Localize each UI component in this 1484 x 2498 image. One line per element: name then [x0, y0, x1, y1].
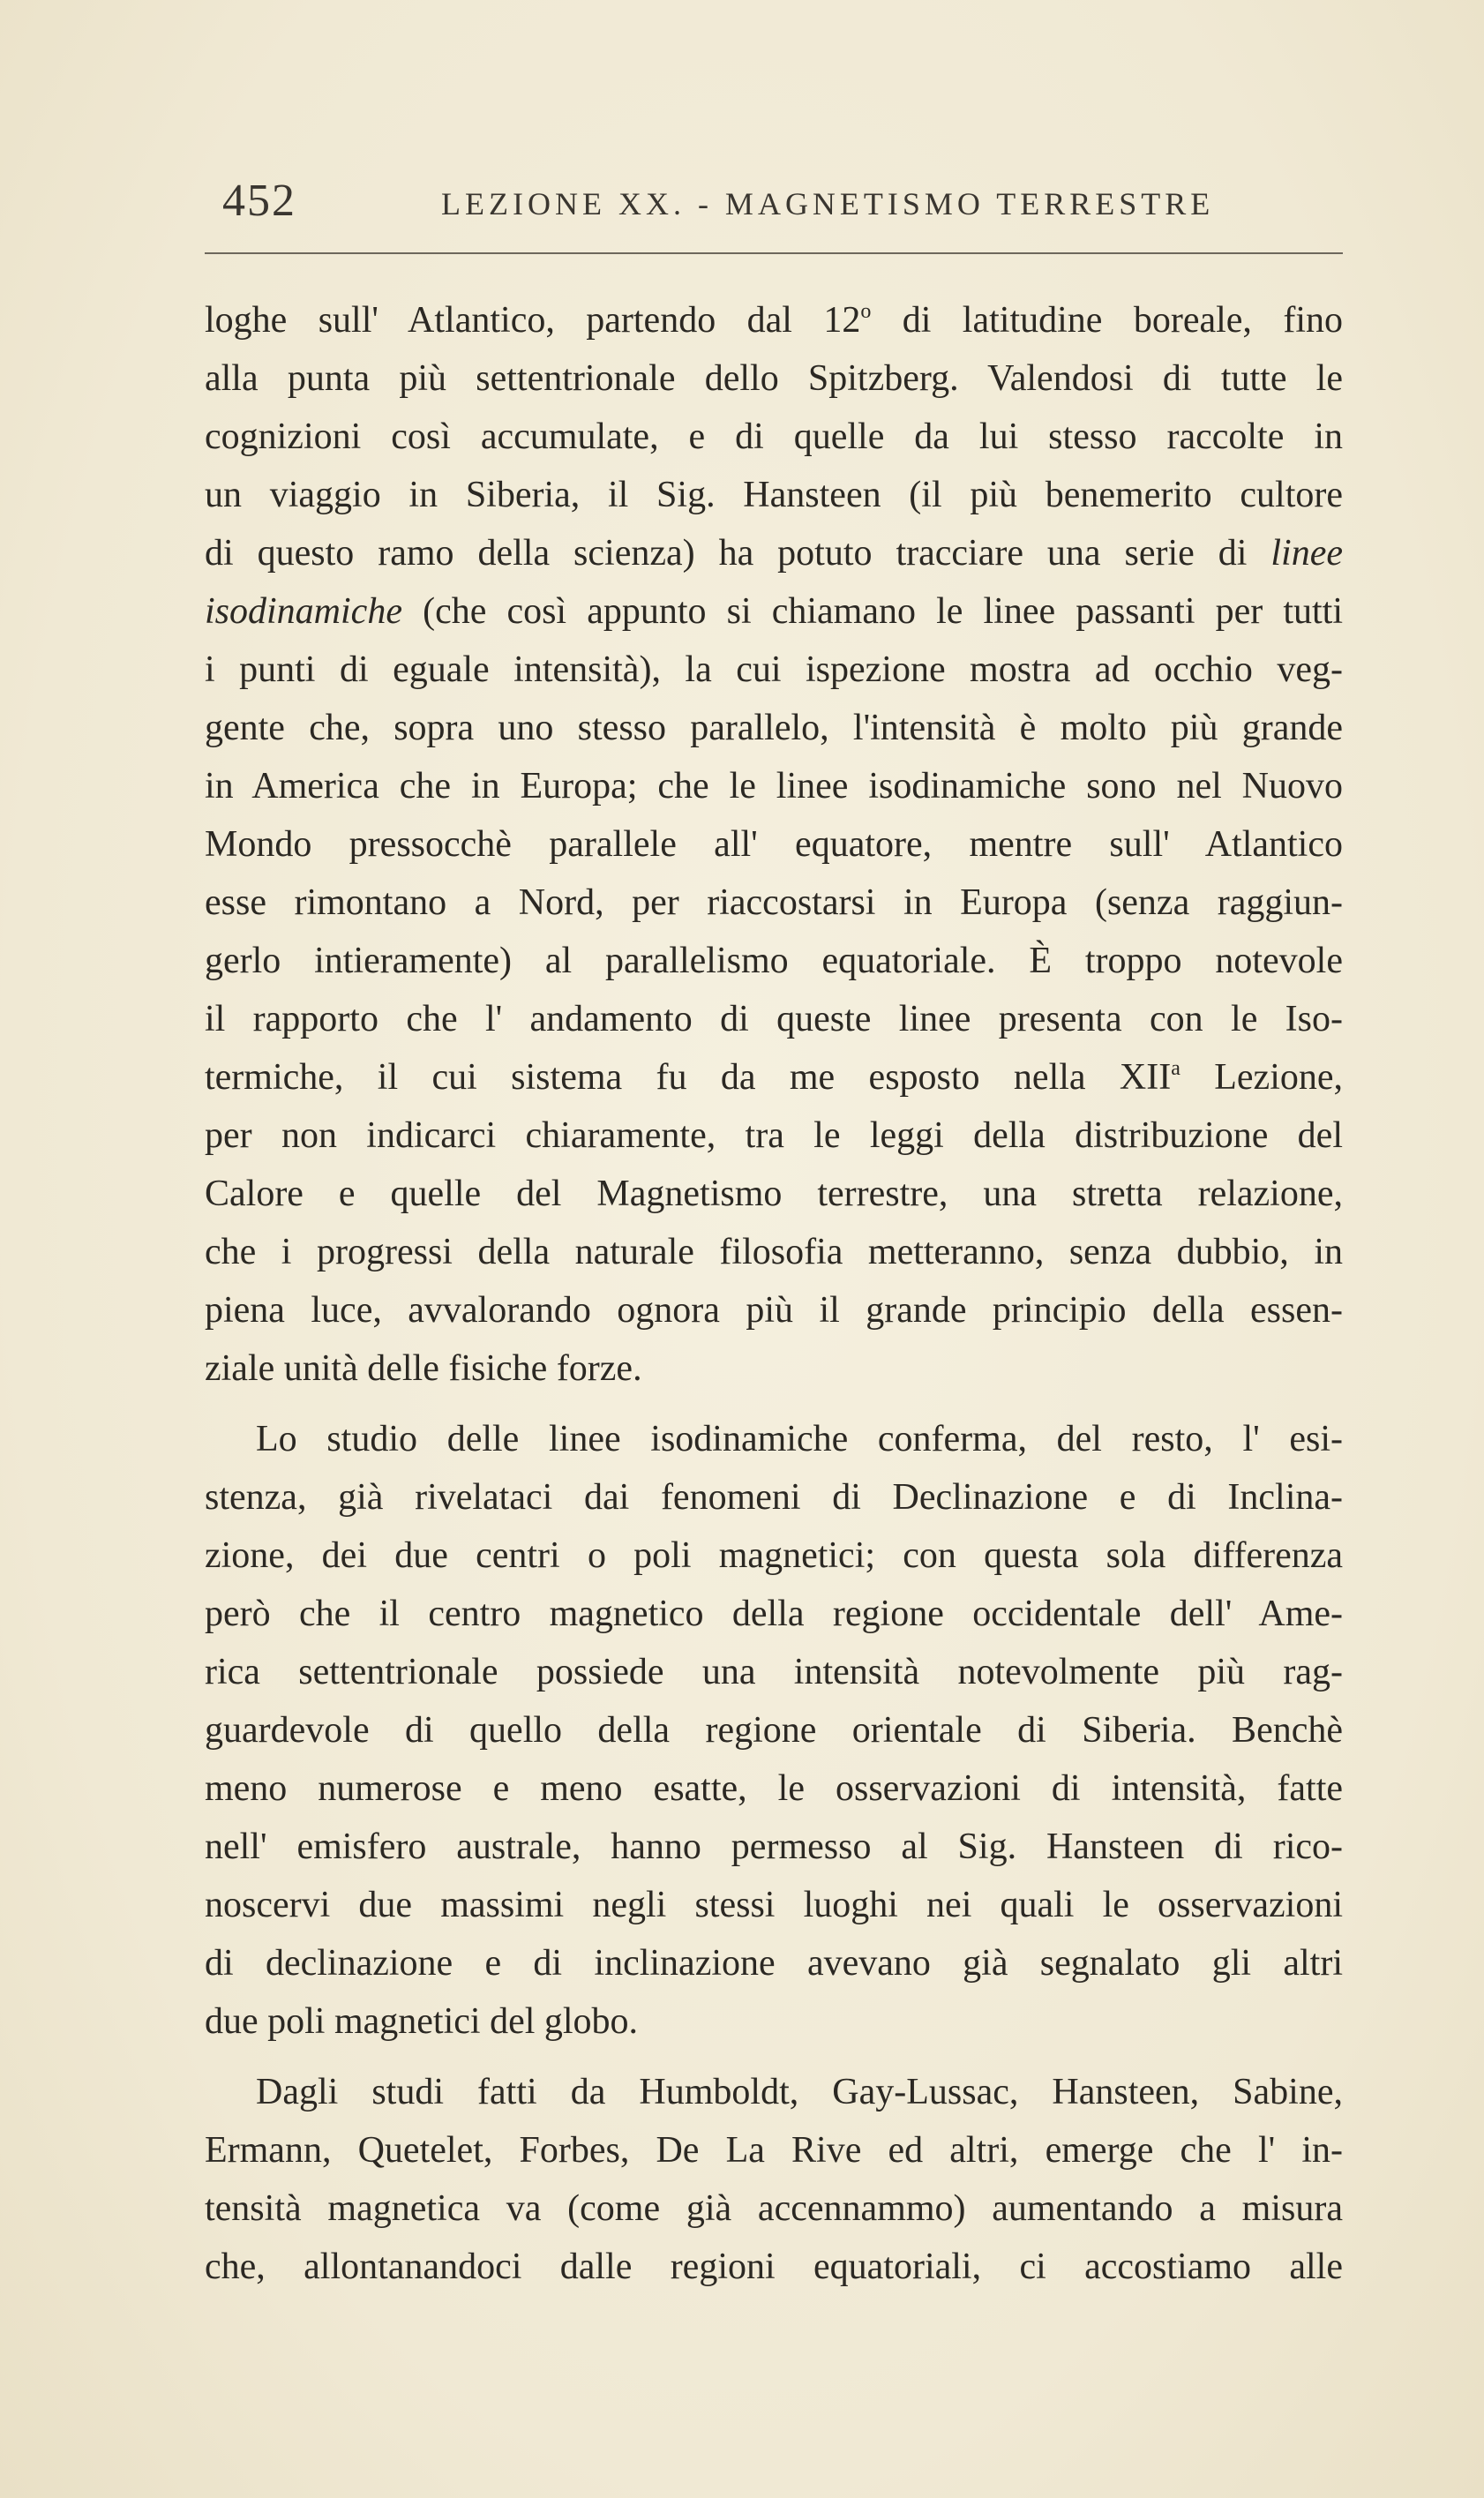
text-line: due poli magnetici del globo.: [205, 2001, 639, 2042]
text-line: di declinazione e di inclinazione avevano già segnalato gli altri: [205, 1943, 1343, 1984]
page-header: [0, 0, 1484, 265]
text-line: stenza, già rivelataci dai fenomeni di Declinazione e di Inclina-: [205, 1477, 1343, 1518]
text-line: che i progressi della naturale filosofia metteranno, senza dubbio, in: [205, 1232, 1343, 1272]
degree-superscript: o: [860, 300, 872, 323]
paragraph-1: [205, 291, 1343, 1398]
text-line: noscervi due massimi negli stessi luoghi nei quali le osservazioni: [205, 1885, 1343, 1925]
text-line: termiche, il cui sistema fu da me esposto nella XII$^a$ Lezione,: [205, 1057, 1343, 1098]
paragraph-gap: [205, 2051, 1343, 2063]
paragraph-3: [205, 2063, 1343, 2296]
body-text: [205, 291, 1343, 2296]
text-line: rica settentrionale possiede una intensità notevolmente più rag-: [205, 1652, 1343, 1692]
text-line: che, allontanandoci dalle regioni equatoriali, ci accostiamo alle: [205, 2247, 1343, 2287]
text-line: in America che in Europa; che le linee isodinamiche sono nel Nuovo: [205, 766, 1343, 806]
text-line: esse rimontano a Nord, per riaccostarsi in Europa (senza raggiun-: [205, 882, 1343, 923]
text-line: guardevole di quello della regione orientale di Siberia. Benchè: [205, 1710, 1343, 1751]
text-line: il rapporto che l' andamento di queste linee presenta con le Iso-: [205, 999, 1343, 1039]
text-line: isodinamiche (che così appunto si chiamano le linee passanti per tutti: [205, 591, 1343, 632]
text-line: ziale unità delle fisiche forze.: [205, 1348, 642, 1389]
text-line: meno numerose e meno esatte, le osservazioni di intensità, fatte: [205, 1768, 1343, 1809]
running-head: LEZIONE XX. - MAGNETISMO TERRESTRE: [441, 186, 1215, 221]
text-line: nell' emisfero australe, hanno permesso al Sig. Hansteen di rico-: [205, 1827, 1343, 1867]
text-line: un viaggio in Siberia, il Sig. Hansteen (il più benemerito cultore: [205, 475, 1343, 515]
text-line: però che il centro magnetico della regione occidentale dell' Ame-: [205, 1594, 1343, 1634]
italic-term: linee: [1270, 533, 1343, 574]
text-line: piena luce, avvalorando ognora più il grande principio della essen-: [205, 1290, 1343, 1331]
text-line: Mondo pressocchè parallele all' equatore, mentre sull' Atlantico: [205, 824, 1343, 865]
text-line: Calore e quelle del Magnetismo terrestre, una stretta relazione,: [205, 1174, 1343, 1214]
text-line: i punti di eguale intensità), la cui ispezione mostra ad occhio veg-: [205, 649, 1343, 690]
text-line: alla punta più settentrionale dello Spitzberg. Valendosi di tutte le: [205, 358, 1343, 399]
ordinal-superscript: a: [1171, 1057, 1180, 1080]
text-line: gerlo intieramente) al parallelismo equatoriale. È troppo notevole: [205, 941, 1343, 981]
text-line: cognizioni così accumulate, e di quelle da lui stesso raccolte in: [205, 416, 1343, 457]
text-line: Lo studio delle linee isodinamiche conferma, del resto, l' esi-: [256, 1419, 1343, 1459]
text-line: loghe sull' Atlantico, partendo dal 12$^o$ di latitudine boreale, fino: [205, 300, 1343, 341]
text-line: Ermann, Quetelet, Forbes, De La Rive ed altri, emerge che l' in-: [205, 2130, 1343, 2171]
text-line: tensità magnetica va (come già accennammo) aumentando a misura: [205, 2188, 1343, 2229]
page-number: 452: [222, 176, 296, 226]
text-line: per non indicarci chiaramente, tra le leggi della distribuzione del: [205, 1115, 1343, 1156]
italic-term: isodinamiche: [205, 591, 402, 632]
header-rule: [205, 252, 1343, 254]
paragraph-2: [205, 1410, 1343, 2051]
text-line: Dagli studi fatti da Humboldt, Gay-Lussac, Hansteen, Sabine,: [256, 2072, 1343, 2112]
text-line: gente che, sopra uno stesso parallelo, l'intensità è molto più grande: [205, 708, 1343, 748]
paragraph-gap: [205, 1398, 1343, 1410]
text-line: di questo ramo della scienza) ha potuto tracciare una serie di linee: [205, 533, 1343, 574]
text-line: zione, dei due centri o poli magnetici; con questa sola differenza: [205, 1535, 1343, 1576]
